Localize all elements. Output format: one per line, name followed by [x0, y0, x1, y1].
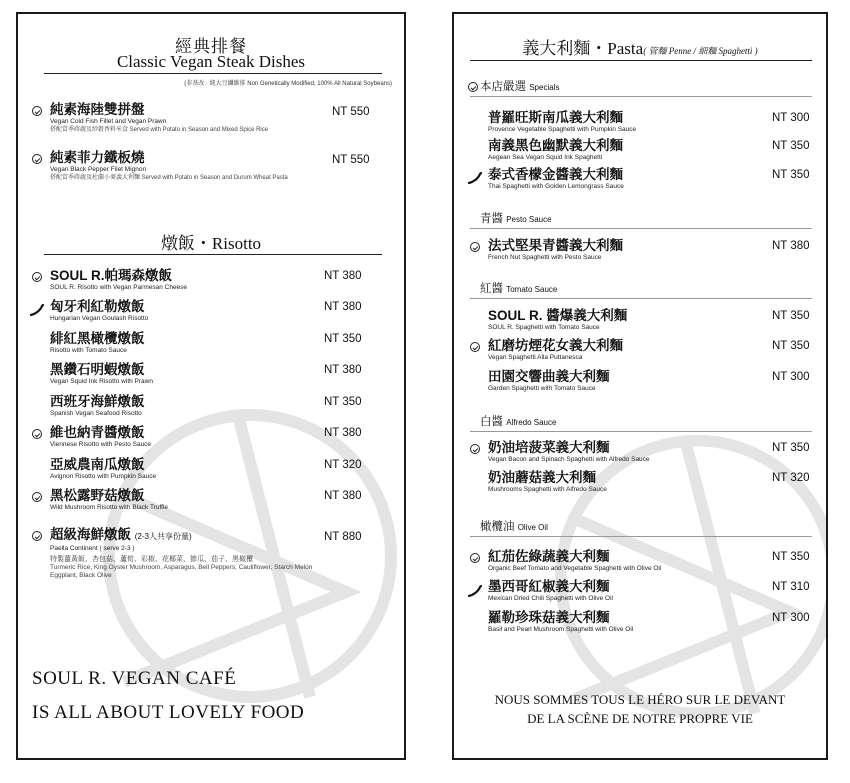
item-name-en: Viennese Risotto with Pesto Sauce [50, 441, 152, 448]
item-name-en: SOUL R. Spaghetti with Tomato Sauce [488, 324, 600, 331]
item-name-zh: 奶油培菠菜義大利麵 [488, 440, 610, 455]
item-name-zh: 泰式香檬金醬義大利麵 [488, 167, 623, 182]
menu-item [488, 579, 613, 603]
pasta-menu-page [452, 12, 828, 760]
menu-item [488, 308, 627, 332]
item-price: NT 320 [324, 459, 362, 471]
item-name-en: Aegean Sea Vegan Squid Ink Spaghetti [488, 154, 603, 161]
menu-item [50, 457, 156, 481]
item-price: NT 880 [324, 531, 362, 543]
item-description-en: Turmeric Rice, King Oyster Mushroom, Asparagus, Bell Peppers, Cauliflower, Starch Melon [50, 564, 313, 571]
category-name-zh: 青醬 [480, 213, 503, 225]
recommend-icon [32, 154, 42, 164]
recommend-icon [468, 82, 478, 92]
item-name-en: Hungarian Vegan Goulash Risotto [50, 315, 149, 322]
menu-item [488, 110, 636, 134]
category-name-zh: 紅醬 [480, 283, 503, 295]
item-name-en: French Nut Spaghetti with Pesto Sauce [488, 254, 602, 261]
steak-risotto-menu-page [16, 12, 406, 760]
item-name-zh: 法式堅果青醬義大利麵 [488, 238, 623, 253]
title-divider [44, 254, 382, 255]
menu-item [50, 331, 145, 355]
item-name-zh: 純素菲力鐵板燒 [50, 150, 145, 165]
item-name-en: Vegan Spaghetti Alla Puttanesca [488, 354, 583, 361]
item-name-en: Vegan Cold Fish Fillet and Vegan Prawn [50, 118, 167, 125]
footer-slogan-line1: SOUL R. VEGAN CAFÉ [32, 668, 237, 689]
item-name-en: Mushrooms Spaghetti with Alfredo Sauce [488, 486, 607, 493]
category-name-zh: 白醬 [480, 416, 503, 428]
category-name-en: Alfredo Sauce [506, 418, 557, 427]
steak-title-zh: 經典排餐 [175, 37, 247, 56]
menu-item [488, 470, 607, 494]
item-name-zh: 南義黑色幽默義大利麵 [488, 138, 623, 153]
item-price: NT 550 [332, 106, 370, 118]
recommend-icon [470, 242, 480, 252]
item-name-zh: 奶油蘑菇義大利麵 [488, 470, 596, 485]
item-price: NT 380 [324, 427, 362, 439]
item-name-en: Vegan Bacon and Spinach Spaghetti with Alfredo Sauce [488, 456, 650, 463]
item-price: NT 300 [772, 112, 810, 124]
footer-quote-line2: DE LA SCÈNE DE NOTRE PROPRE VIE [527, 711, 753, 726]
recommend-icon [32, 531, 42, 541]
steak-note: (非基改 · 純大豆纖維排 Non Genetically Modified, 100% All Natural Soybeans) [184, 81, 392, 87]
item-name-zh: 黑鑽石明蝦燉飯 [50, 362, 145, 377]
item-name-zh: SOUL R. 醬爆義大利麵 [488, 308, 628, 323]
item-name-zh: 匈牙利紅勒燉飯 [50, 299, 145, 314]
category-olive-oil [480, 518, 548, 534]
item-name-en: Garden Spaghetti with Tomato Sauce [488, 385, 596, 392]
serving-badge: (2-3人共享份量) [134, 532, 192, 541]
menu-item [488, 610, 633, 634]
item-price: NT 350 [324, 333, 362, 345]
item-name-zh: 純素海陸雙拼盤 [50, 102, 145, 117]
recommend-icon [32, 429, 42, 439]
category-divider [470, 96, 812, 97]
pasta-title [454, 34, 826, 59]
item-description: 搭配當季蒔蔬及紗穀香料米食 Served with Potato in Season and Mixed Spice Rice [50, 127, 269, 133]
item-price: NT 380 [324, 301, 362, 313]
category-tomato [480, 280, 557, 296]
item-name-zh: SOUL R.帕瑪森燉飯 [50, 268, 173, 283]
menu-item [50, 102, 268, 134]
menu-item [50, 268, 187, 292]
item-price: NT 350 [772, 169, 810, 181]
menu-item [488, 238, 623, 262]
item-name-en: Risotto with Tomato Sauce [50, 347, 127, 354]
menu-item-special [50, 527, 312, 580]
category-name-zh: 本店嚴選 [480, 81, 526, 93]
item-name-zh: 緋紅黑橄欖燉飯 [50, 331, 145, 346]
item-name-en: Avignon Risotto with Pumpkin Sauce [50, 473, 157, 480]
item-price: NT 300 [772, 612, 810, 624]
item-price: NT 380 [772, 240, 810, 252]
chili-icon [468, 585, 482, 597]
steak-title-en: Classic Vegan Steak Dishes [116, 52, 306, 71]
item-name-en: Wild Mushroom Risotto with Black Truffle [50, 504, 168, 511]
title-divider [470, 60, 812, 61]
menu-item [488, 549, 661, 573]
item-name-en: Vegan Black Pepper Filet Mignon [50, 166, 147, 173]
risotto-title: 燉飯・Risotto [160, 234, 262, 253]
menu-item [488, 167, 624, 191]
menu-item [50, 488, 168, 512]
item-name-zh: 羅勒珍珠菇義大利麵 [488, 610, 610, 625]
menu-item [50, 150, 288, 182]
item-name-en: Organic Beef Tomato and Vegetable Spaghetti with Olive Oil [488, 565, 662, 572]
footer-quote-line1: NOUS SOMMES TOUS LE HÉRO SUR LE DEVANT [494, 692, 786, 707]
category-alfredo [480, 413, 556, 429]
item-description-en: Eggplant, Black Olive [50, 572, 112, 579]
category-name-en: Olive Oil [517, 523, 548, 532]
menu-item [50, 362, 153, 386]
footer-slogan-line2: IS ALL ABOUT LOVELY FOOD [32, 702, 305, 723]
category-name-en: Pesto Sauce [506, 215, 552, 224]
category-divider [470, 536, 812, 537]
recommend-icon [470, 553, 480, 563]
item-description: 搭配當季蒔蔬及杜蘭小麥義大利麵 Served with Potato in Season and Durum Wheat Pasta [50, 175, 288, 181]
category-name-en: Tomato Sauce [506, 285, 558, 294]
category-divider [470, 298, 812, 299]
recommend-icon [470, 342, 480, 352]
item-name-en: Vegan Squid Ink Risotto with Prawn [50, 378, 153, 385]
chili-icon [30, 304, 44, 316]
item-price: NT 350 [324, 396, 362, 408]
item-price: NT 380 [324, 270, 362, 282]
item-name-zh: 田園交響曲義大利麵 [488, 369, 610, 384]
item-description-zh: 特製薑黃飯、杏包菇、蘆筍、彩椒、花椰菜、節瓜、茄子、黑橄欖 [50, 556, 253, 563]
item-name-zh: 墨西哥紅椒義大利麵 [488, 579, 610, 594]
item-name-zh: 亞威農南瓜燉飯 [50, 457, 145, 472]
item-name-zh: 普羅旺斯南瓜義大利麵 [488, 110, 623, 125]
item-name-en: Thai Spaghetti with Golden Lemongrass Sauce [488, 183, 624, 190]
title-divider [44, 73, 382, 74]
item-name-en: Paella Continent ( serve 2-3 ) [50, 545, 135, 552]
category-divider [470, 228, 812, 229]
item-price: NT 380 [324, 490, 362, 502]
menu-item [488, 369, 610, 393]
item-price: NT 300 [772, 371, 810, 383]
category-name-en: Specials [529, 83, 560, 92]
recommend-icon [32, 272, 42, 282]
category-specials [480, 78, 559, 94]
item-price: NT 550 [332, 154, 370, 166]
item-price: NT 310 [772, 581, 810, 593]
pasta-title-main: 義大利麵・Pasta [522, 39, 644, 58]
pasta-title-sub: ( 管麵 Penne / 細麵 Spaghetti ) [643, 46, 758, 56]
item-name-en: SOUL R. Risotto with Vegan Parmesan Cheese [50, 284, 188, 291]
chili-icon [468, 172, 482, 184]
item-name-zh: 紅茄佐綠蔬義大利麵 [488, 549, 610, 564]
item-name-zh: 超級海鮮燉飯 [50, 527, 131, 542]
item-name-en: Basil and Pearl Mushroom Spaghetti with Olive Oil [488, 626, 634, 633]
category-divider [470, 431, 812, 432]
recommend-icon [32, 492, 42, 502]
item-price: NT 350 [772, 140, 810, 152]
item-name-zh: 黑松露野菇燉飯 [50, 488, 145, 503]
menu-item [488, 440, 650, 464]
item-price: NT 350 [772, 310, 810, 322]
recommend-icon [470, 444, 480, 454]
menu-item [50, 394, 145, 418]
item-name-zh: 維也納青醬燉飯 [50, 425, 145, 440]
item-price: NT 320 [772, 472, 810, 484]
recommend-icon [32, 106, 42, 116]
menu-item [488, 338, 623, 362]
item-name-zh: 紅磨坊煙花女義大利麵 [488, 338, 623, 353]
item-name-zh: 西班牙海鮮燉飯 [50, 394, 145, 409]
menu-item [50, 299, 148, 323]
item-price: NT 350 [772, 442, 810, 454]
item-price: NT 380 [324, 364, 362, 376]
item-price: NT 350 [772, 340, 810, 352]
item-price: NT 350 [772, 551, 810, 563]
menu-item [50, 425, 151, 449]
category-pesto [480, 210, 552, 226]
item-name-en: Provence Vegetable Spaghetti with Pumpkin Sauce [488, 126, 637, 133]
category-name-zh: 橄欖油 [480, 521, 515, 533]
menu-item [488, 138, 623, 162]
item-name-en: Mexican Dried Chili Spaghetti with Olive Oil [488, 595, 613, 602]
item-name-en: Spanish Vegan Seafood Risotto [50, 410, 142, 417]
